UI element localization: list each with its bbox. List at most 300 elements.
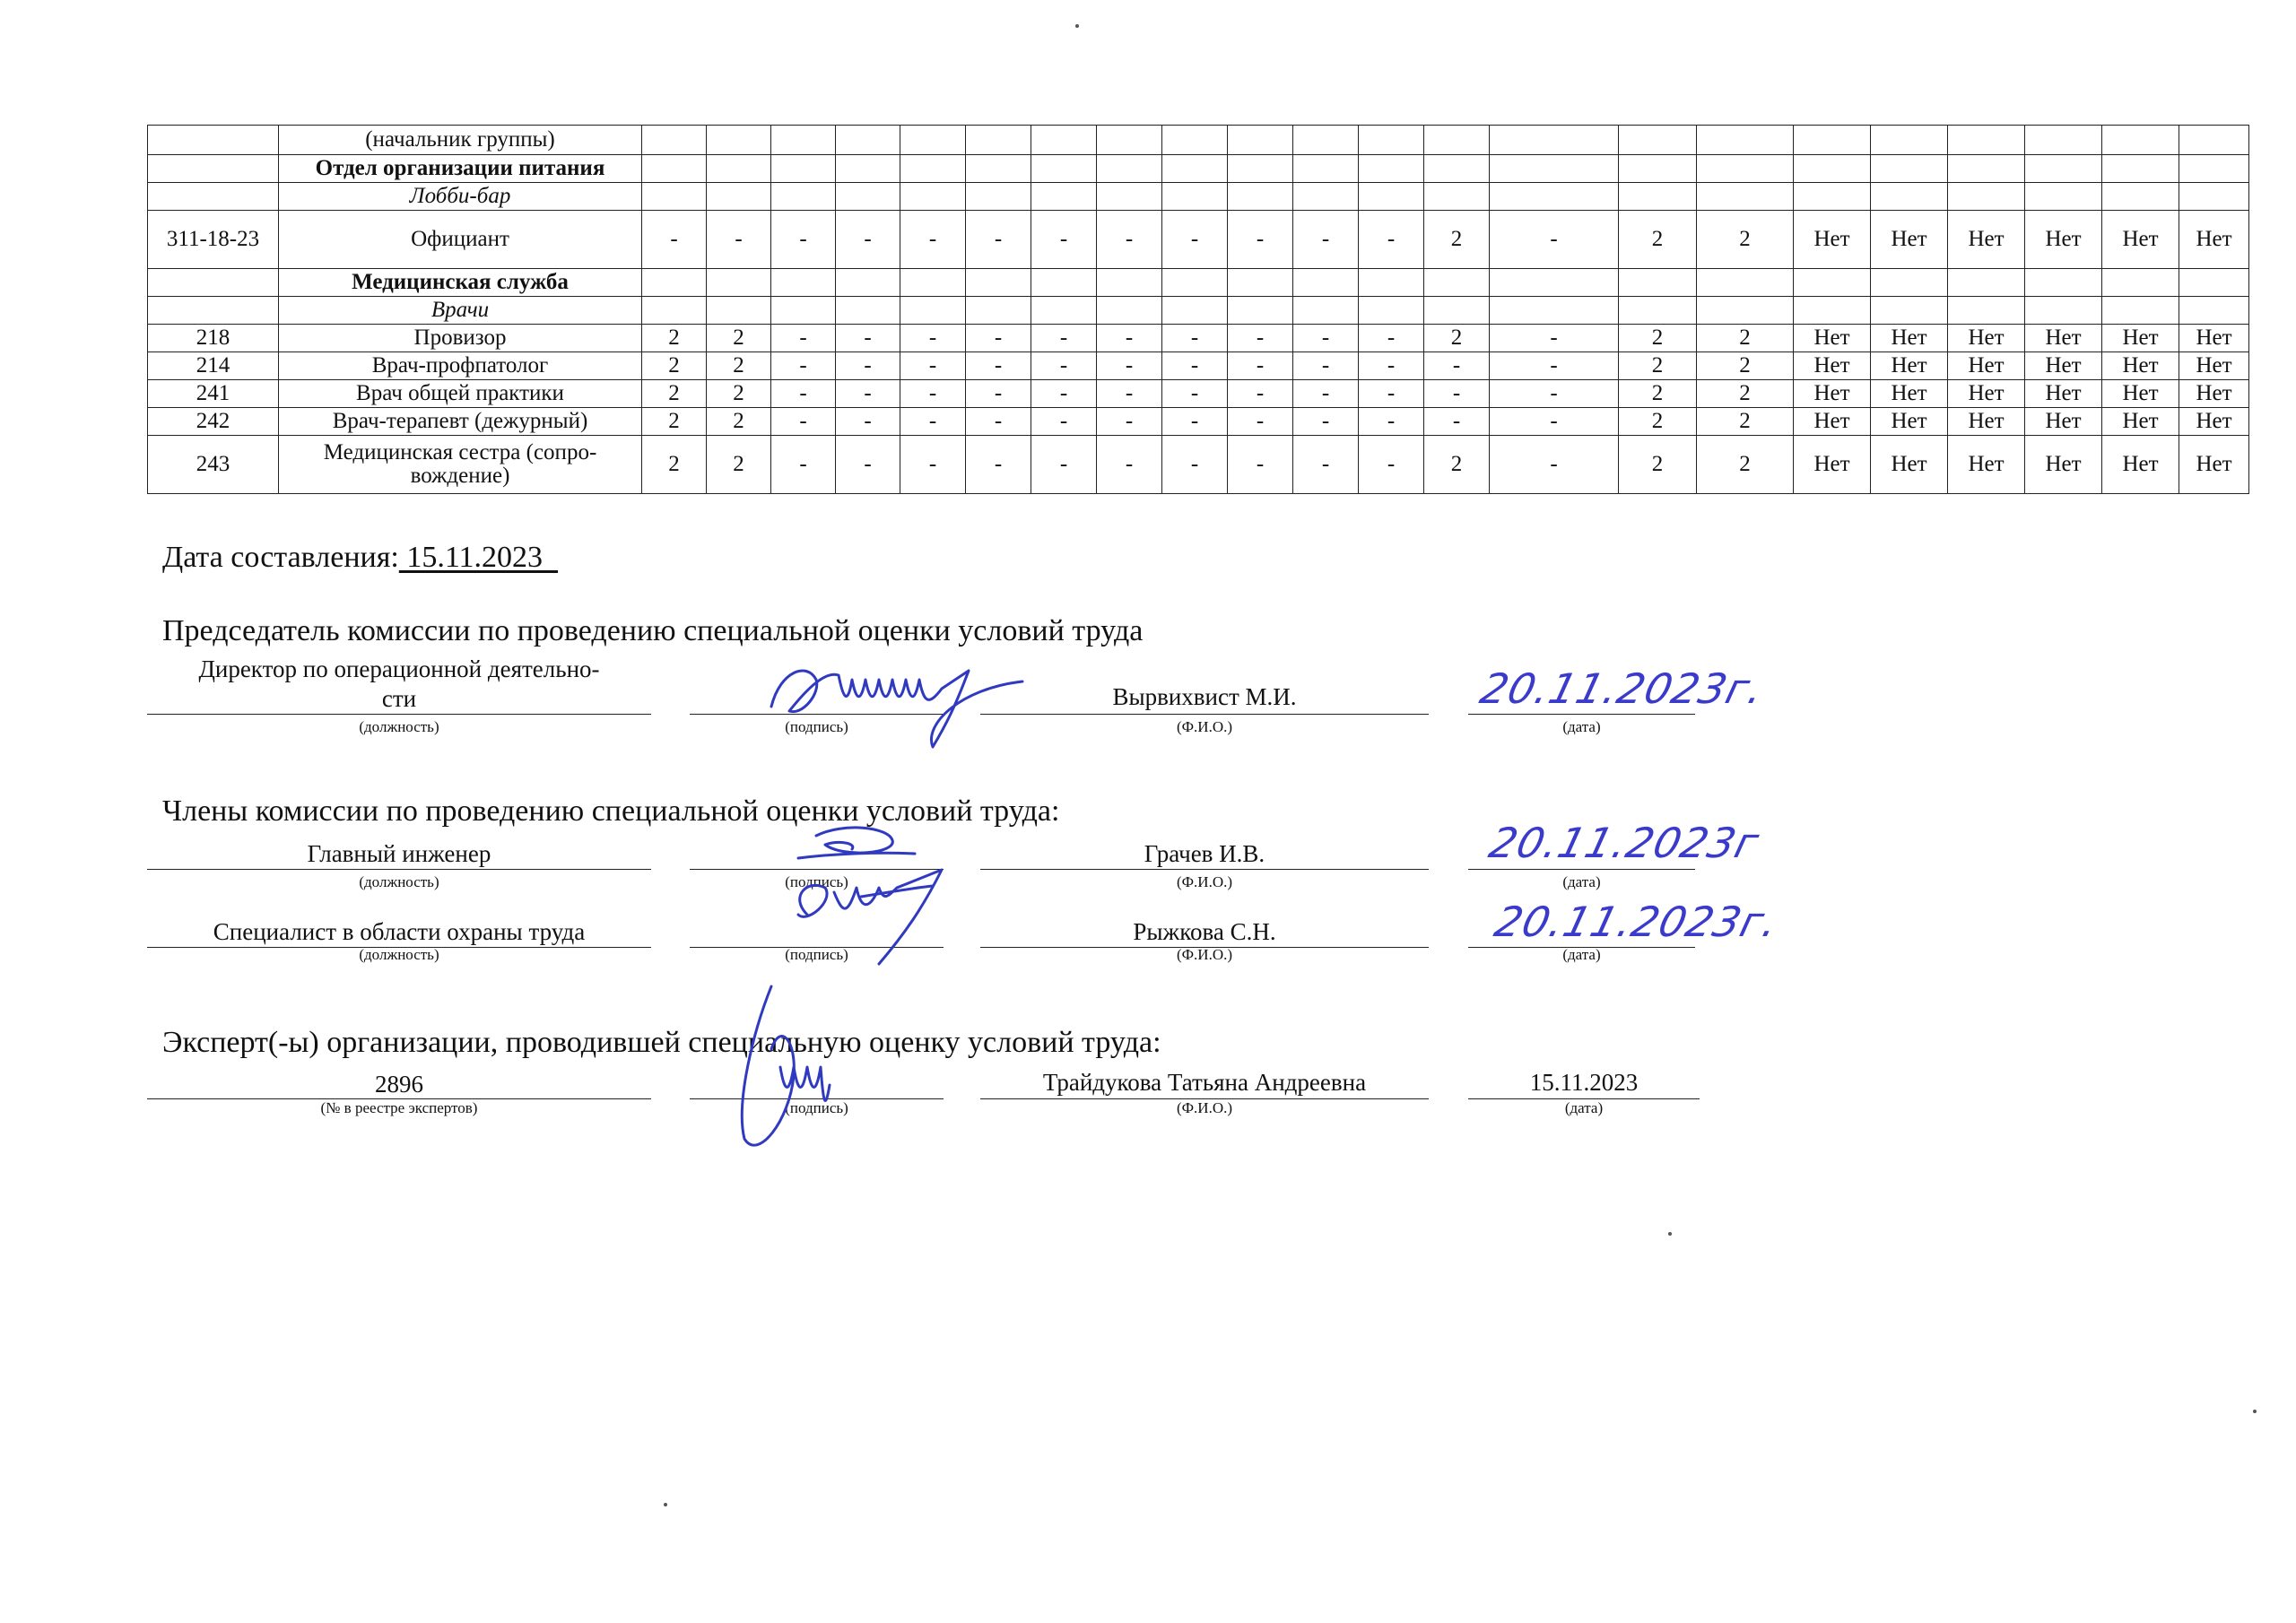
table-cell xyxy=(1097,126,1162,155)
table-cell xyxy=(2025,126,2102,155)
row-name: Отдел организации питания xyxy=(279,155,642,183)
table-cell: - xyxy=(1162,408,1228,436)
table-cell xyxy=(1162,297,1228,325)
table-cell xyxy=(707,269,771,297)
table-cell: Нет xyxy=(1871,352,1948,380)
table-cell: - xyxy=(966,380,1031,408)
date-compiled-label: Дата составления: xyxy=(162,541,399,574)
table-cell: - xyxy=(900,436,966,494)
table-cell: 2 xyxy=(1697,352,1794,380)
table-cell xyxy=(771,126,836,155)
table-cell xyxy=(642,126,707,155)
row-name: Медицинская сестра (сопро-вождение) xyxy=(279,436,642,494)
table-cell xyxy=(1359,297,1424,325)
scan-speck xyxy=(664,1503,667,1506)
table-cell: - xyxy=(836,211,900,269)
chairman-position-line1: Директор по операционной деятельно- xyxy=(198,655,600,682)
table-cell xyxy=(966,183,1031,211)
table-cell xyxy=(836,269,900,297)
member1-position: Главный инженер xyxy=(307,840,491,867)
table-cell: - xyxy=(1228,380,1293,408)
table-cell: Нет xyxy=(1871,211,1948,269)
table-cell xyxy=(1031,297,1097,325)
table-cell xyxy=(966,126,1031,155)
table-cell: Нет xyxy=(1794,211,1871,269)
table-cell xyxy=(1162,183,1228,211)
row-code: 218 xyxy=(148,325,279,352)
table-cell: - xyxy=(771,408,836,436)
caption-date: (дата) xyxy=(1562,873,1601,890)
table-cell: - xyxy=(642,211,707,269)
table-cell: 2 xyxy=(1619,436,1697,494)
table-cell xyxy=(1697,183,1794,211)
table-cell: Нет xyxy=(2102,436,2179,494)
table-cell: - xyxy=(1031,211,1097,269)
table-cell: Нет xyxy=(1948,408,2025,436)
table-cell: Нет xyxy=(2025,325,2102,352)
table-cell: - xyxy=(966,352,1031,380)
table-cell: - xyxy=(1359,436,1424,494)
table-cell xyxy=(1871,183,1948,211)
table-row xyxy=(148,408,2249,436)
table-cell: - xyxy=(1228,211,1293,269)
member1-date-handwritten: 20.11.2023г xyxy=(1484,819,1765,867)
table-cell xyxy=(1871,269,1948,297)
table-cell: - xyxy=(1424,408,1490,436)
table-row xyxy=(148,183,2249,211)
table-cell: Нет xyxy=(2102,380,2179,408)
table-cell: 2 xyxy=(1619,352,1697,380)
table-cell xyxy=(1794,183,1871,211)
table-cell: 2 xyxy=(642,352,707,380)
table-cell xyxy=(2102,269,2179,297)
table-row xyxy=(148,269,2249,297)
caption-position: (должность) xyxy=(359,718,439,735)
table-cell xyxy=(836,297,900,325)
table-cell: - xyxy=(836,380,900,408)
table-cell xyxy=(1293,155,1359,183)
table-cell: - xyxy=(1162,325,1228,352)
table-cell: 2 xyxy=(1697,211,1794,269)
table-cell: Нет xyxy=(2179,436,2249,494)
table-cell xyxy=(900,126,966,155)
chairman-date-line xyxy=(1468,714,1695,715)
table-cell xyxy=(1697,297,1794,325)
table-cell: Нет xyxy=(1871,380,1948,408)
table-cell xyxy=(1228,155,1293,183)
table-cell: 2 xyxy=(1697,325,1794,352)
row-code xyxy=(148,297,279,325)
table-cell xyxy=(1293,269,1359,297)
table-cell xyxy=(1490,269,1619,297)
date-compiled xyxy=(162,541,558,575)
table-cell: 2 xyxy=(642,408,707,436)
table-row xyxy=(148,352,2249,380)
table-cell xyxy=(2102,155,2179,183)
table-cell: - xyxy=(1031,380,1097,408)
table-cell: 2 xyxy=(707,352,771,380)
table-cell xyxy=(1228,126,1293,155)
expert-name: Трайдукова Татьяна Андреевна xyxy=(1042,1069,1367,1096)
table-cell: - xyxy=(836,352,900,380)
table-cell xyxy=(1097,297,1162,325)
table-cell xyxy=(1228,269,1293,297)
table-cell: - xyxy=(966,436,1031,494)
table-cell: - xyxy=(1162,436,1228,494)
table-cell: - xyxy=(1097,352,1162,380)
member2-signature-icon xyxy=(771,861,951,968)
table-cell xyxy=(707,297,771,325)
table-cell: - xyxy=(966,211,1031,269)
table-cell xyxy=(2179,269,2249,297)
member2-date-handwritten: 20.11.2023г. xyxy=(1490,898,1784,946)
table-cell: - xyxy=(1293,352,1359,380)
member1-name: Грачев И.В. xyxy=(1144,840,1265,867)
table-cell: 2 xyxy=(642,325,707,352)
table-cell xyxy=(836,155,900,183)
table-cell xyxy=(1424,183,1490,211)
member1-position-line xyxy=(147,869,651,870)
table-cell xyxy=(1293,297,1359,325)
caption-signature: (подпись) xyxy=(785,873,848,890)
row-code xyxy=(148,183,279,211)
table-cell: - xyxy=(1031,325,1097,352)
table-row xyxy=(148,436,2249,494)
table-cell xyxy=(1228,183,1293,211)
table-cell: Нет xyxy=(1794,408,1871,436)
row-name: (начальник группы) xyxy=(279,126,642,155)
scan-speck xyxy=(2253,1410,2257,1413)
table-cell xyxy=(1031,126,1097,155)
table-cell: Нет xyxy=(1871,436,1948,494)
table-cell: - xyxy=(707,211,771,269)
chairman-name: Вырвихвист М.И. xyxy=(1112,683,1297,710)
table-cell xyxy=(1162,155,1228,183)
table-cell xyxy=(1948,297,2025,325)
table-cell: - xyxy=(900,380,966,408)
table-cell xyxy=(2102,297,2179,325)
table-cell xyxy=(771,269,836,297)
table-cell: - xyxy=(771,325,836,352)
table-cell xyxy=(1162,269,1228,297)
table-cell xyxy=(771,155,836,183)
date-compiled-value: 15.11.2023 xyxy=(398,541,559,574)
table-cell xyxy=(2025,269,2102,297)
table-cell: 2 xyxy=(707,380,771,408)
table-cell xyxy=(2179,126,2249,155)
table-cell: - xyxy=(771,436,836,494)
table-cell: - xyxy=(1359,408,1424,436)
table-cell xyxy=(1293,126,1359,155)
table-cell: Нет xyxy=(2179,325,2249,352)
table-cell xyxy=(966,269,1031,297)
table-cell xyxy=(1697,126,1794,155)
sout-results-table xyxy=(147,125,2249,494)
row-name: Врачи xyxy=(279,297,642,325)
table-cell: - xyxy=(1490,325,1619,352)
table-cell xyxy=(1424,269,1490,297)
caption-fio: (Ф.И.О.) xyxy=(1176,873,1233,890)
table-cell: - xyxy=(1228,352,1293,380)
chairman-position-line2: сти xyxy=(381,685,417,712)
table-cell: Нет xyxy=(2179,211,2249,269)
table-cell xyxy=(2179,297,2249,325)
table-cell: - xyxy=(966,325,1031,352)
table-cell xyxy=(1359,269,1424,297)
table-cell: Нет xyxy=(1794,325,1871,352)
table-cell: 2 xyxy=(1697,408,1794,436)
table-cell xyxy=(2179,155,2249,183)
row-code: 242 xyxy=(148,408,279,436)
table-cell xyxy=(1794,155,1871,183)
table-cell: Нет xyxy=(2025,352,2102,380)
table-cell: Нет xyxy=(2102,352,2179,380)
table-cell xyxy=(1794,297,1871,325)
table-cell xyxy=(1490,183,1619,211)
table-cell xyxy=(1697,269,1794,297)
table-cell xyxy=(1490,155,1619,183)
table-cell xyxy=(1619,155,1697,183)
table-cell xyxy=(1228,297,1293,325)
caption-date: (дата) xyxy=(1562,946,1601,963)
member1-name-line xyxy=(980,869,1429,870)
table-cell xyxy=(1359,155,1424,183)
table-cell: Нет xyxy=(1948,380,2025,408)
table-cell: - xyxy=(1228,436,1293,494)
table-cell xyxy=(1697,155,1794,183)
chairman-position-line xyxy=(147,714,651,715)
table-cell xyxy=(1424,297,1490,325)
table-cell: - xyxy=(1228,325,1293,352)
table-cell: - xyxy=(1031,408,1097,436)
table-cell: 2 xyxy=(1424,436,1490,494)
table-cell: Нет xyxy=(2179,408,2249,436)
table-cell xyxy=(1794,126,1871,155)
table-cell xyxy=(1424,126,1490,155)
table-cell: Нет xyxy=(1948,325,2025,352)
table-cell: - xyxy=(1490,380,1619,408)
caption-signature: (подпись) xyxy=(785,1099,848,1116)
caption-date: (дата) xyxy=(1564,1099,1604,1116)
table-cell: - xyxy=(771,352,836,380)
table-cell xyxy=(1871,297,1948,325)
table-cell: Нет xyxy=(1948,436,2025,494)
table-cell xyxy=(966,297,1031,325)
chairman-signature-icon xyxy=(753,653,1076,751)
table-cell xyxy=(1871,155,1948,183)
table-cell: - xyxy=(1424,352,1490,380)
expert-signature-icon xyxy=(718,968,879,1157)
table-cell: 2 xyxy=(707,436,771,494)
table-cell xyxy=(1619,126,1697,155)
table-cell: - xyxy=(1293,408,1359,436)
caption-signature: (подпись) xyxy=(785,946,848,963)
table-row xyxy=(148,380,2249,408)
table-cell xyxy=(1097,269,1162,297)
table-cell: Нет xyxy=(1948,352,2025,380)
table-cell: Нет xyxy=(1871,408,1948,436)
table-cell xyxy=(1162,126,1228,155)
table-cell xyxy=(707,155,771,183)
table-cell: - xyxy=(1097,436,1162,494)
table-row xyxy=(148,126,2249,155)
table-cell xyxy=(642,297,707,325)
table-cell xyxy=(1359,183,1424,211)
caption-registry: (№ в реестре экспертов) xyxy=(320,1099,478,1116)
table-cell: - xyxy=(1359,325,1424,352)
table-cell: - xyxy=(1293,325,1359,352)
table-cell: Нет xyxy=(1794,380,1871,408)
table-cell xyxy=(2179,183,2249,211)
table-cell xyxy=(771,183,836,211)
table-cell xyxy=(2102,126,2179,155)
table-cell: - xyxy=(900,211,966,269)
table-cell: - xyxy=(1162,352,1228,380)
table-cell: Нет xyxy=(2025,408,2102,436)
table-cell: - xyxy=(900,352,966,380)
table-row xyxy=(148,155,2249,183)
table-cell: - xyxy=(771,211,836,269)
row-name: Провизор xyxy=(279,325,642,352)
table-cell: - xyxy=(1359,352,1424,380)
table-cell: - xyxy=(1293,380,1359,408)
table-cell: Нет xyxy=(2025,436,2102,494)
caption-fio: (Ф.И.О.) xyxy=(1176,1099,1233,1116)
table-cell: Нет xyxy=(1871,325,1948,352)
table-cell: - xyxy=(1293,211,1359,269)
table-cell xyxy=(1948,126,2025,155)
table-cell: 2 xyxy=(707,325,771,352)
table-cell xyxy=(707,183,771,211)
row-name: Медицинская служба xyxy=(279,269,642,297)
table-cell xyxy=(1948,269,2025,297)
table-cell: - xyxy=(1031,436,1097,494)
table-cell: Нет xyxy=(2102,408,2179,436)
caption-position: (должность) xyxy=(359,873,439,890)
table-cell xyxy=(1619,269,1697,297)
scan-speck xyxy=(1075,24,1079,28)
table-cell xyxy=(1948,155,2025,183)
table-cell: - xyxy=(1490,436,1619,494)
table-cell xyxy=(1490,126,1619,155)
table-cell: - xyxy=(1097,408,1162,436)
table-cell: - xyxy=(1490,352,1619,380)
table-cell xyxy=(2025,297,2102,325)
table-cell xyxy=(707,126,771,155)
row-name: Лобби-бар xyxy=(279,183,642,211)
table-cell xyxy=(2025,183,2102,211)
caption-fio: (Ф.И.О.) xyxy=(1176,718,1233,735)
scan-speck xyxy=(1668,1232,1672,1236)
table-cell: Нет xyxy=(2102,211,2179,269)
row-code xyxy=(148,155,279,183)
table-cell: - xyxy=(966,408,1031,436)
table-cell xyxy=(771,297,836,325)
row-name: Врач-профпатолог xyxy=(279,352,642,380)
table-cell: - xyxy=(1097,325,1162,352)
caption-signature: (подпись) xyxy=(785,718,848,735)
row-code: 311-18-23 xyxy=(148,211,279,269)
caption-date: (дата) xyxy=(1562,718,1601,735)
table-cell xyxy=(966,155,1031,183)
table-cell: - xyxy=(771,380,836,408)
expert-heading: Эксперт(-ы) организации, проводившей специальную оценку условий труда: xyxy=(162,1026,1161,1059)
table-cell xyxy=(1097,183,1162,211)
table-cell: - xyxy=(1228,408,1293,436)
member2-name: Рыжкова С.Н. xyxy=(1133,918,1276,945)
table-cell xyxy=(1794,269,1871,297)
table-cell: 2 xyxy=(707,408,771,436)
table-cell: Нет xyxy=(2102,325,2179,352)
table-cell: - xyxy=(1097,380,1162,408)
table-cell: 2 xyxy=(1619,325,1697,352)
table-cell: Нет xyxy=(1794,352,1871,380)
table-row xyxy=(148,297,2249,325)
expert-date: 15.11.2023 xyxy=(1529,1069,1639,1096)
table-cell: - xyxy=(1359,211,1424,269)
table-cell: 2 xyxy=(1424,211,1490,269)
row-code xyxy=(148,269,279,297)
expert-registry-no: 2896 xyxy=(375,1071,423,1098)
table-cell xyxy=(642,269,707,297)
table-cell xyxy=(1490,297,1619,325)
row-name: Врач-терапевт (дежурный) xyxy=(279,408,642,436)
table-cell: - xyxy=(1097,211,1162,269)
table-cell: Нет xyxy=(2179,380,2249,408)
table-row xyxy=(148,325,2249,352)
caption-position: (должность) xyxy=(359,946,439,963)
table-cell xyxy=(642,155,707,183)
table-cell: Нет xyxy=(2025,211,2102,269)
table-cell xyxy=(900,155,966,183)
table-cell: - xyxy=(1424,380,1490,408)
row-code: 243 xyxy=(148,436,279,494)
table-cell: Нет xyxy=(2025,380,2102,408)
table-cell xyxy=(1619,183,1697,211)
table-cell: - xyxy=(900,408,966,436)
table-cell: - xyxy=(836,408,900,436)
row-code: 214 xyxy=(148,352,279,380)
table-cell: 2 xyxy=(642,380,707,408)
table-cell xyxy=(836,183,900,211)
table-cell: - xyxy=(836,436,900,494)
table-cell: - xyxy=(1490,211,1619,269)
table-cell: 2 xyxy=(642,436,707,494)
table-cell: Нет xyxy=(2179,352,2249,380)
table-cell: - xyxy=(1293,436,1359,494)
table-cell xyxy=(836,126,900,155)
table-cell: 2 xyxy=(1619,408,1697,436)
table-cell xyxy=(2025,155,2102,183)
table-cell: 2 xyxy=(1697,380,1794,408)
table-cell: Нет xyxy=(1948,211,2025,269)
table-cell xyxy=(2102,183,2179,211)
table-cell: Нет xyxy=(1794,436,1871,494)
table-cell xyxy=(1031,269,1097,297)
row-code: 241 xyxy=(148,380,279,408)
table-cell xyxy=(1097,155,1162,183)
table-cell: - xyxy=(836,325,900,352)
table-cell xyxy=(1359,126,1424,155)
table-cell xyxy=(1948,183,2025,211)
member2-position: Специалист в области охраны труда xyxy=(213,918,586,945)
table-cell: 2 xyxy=(1619,211,1697,269)
members-heading: Члены комиссии по проведению специальной оценки условий труда: xyxy=(162,794,1060,828)
chairman-heading: Председатель комиссии по проведению специальной оценки условий труда xyxy=(162,614,1144,647)
member1-date-line xyxy=(1468,869,1695,870)
table-cell: 2 xyxy=(1697,436,1794,494)
chairman-date-handwritten: 20.11.2023г. xyxy=(1475,664,1770,713)
